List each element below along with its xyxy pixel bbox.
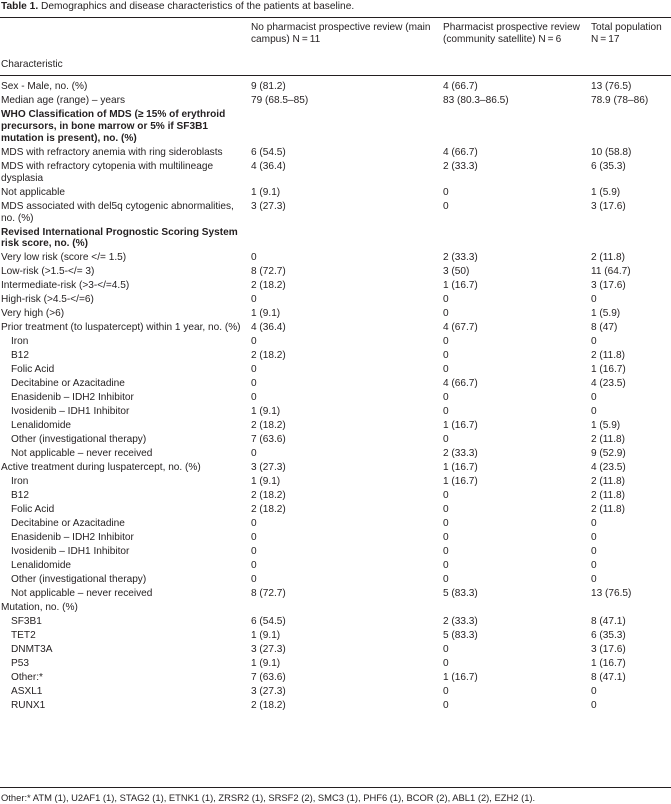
bottom-rule	[0, 787, 671, 788]
row-label: Other:*	[11, 672, 43, 684]
value-no-pharmacist: 1 (9.1)	[251, 186, 281, 198]
value-no-pharmacist: 0	[251, 252, 257, 264]
value-pharmacist: 1 (16.7)	[443, 462, 478, 474]
table-row	[0, 187, 671, 201]
value-pharmacist: 2 (33.3)	[443, 616, 478, 628]
row-label: Very low risk (score </= 1.5)	[1, 252, 127, 264]
value-no-pharmacist: 9 (81.2)	[251, 81, 286, 92]
value-pharmacist: 83 (80.3–86.5)	[443, 95, 509, 106]
row-label: P53	[11, 658, 29, 670]
top-rule	[0, 17, 671, 18]
header-no-pharmacist-review: No pharmacist prospective review (main campus) N = 11	[251, 22, 431, 46]
row-label: High-risk (>4.5-</=6)	[1, 294, 94, 306]
table-row	[0, 518, 671, 532]
value-total: 0	[591, 532, 597, 544]
row-label: Low-risk (>1.5-</= 3)	[1, 266, 95, 278]
table-row	[0, 280, 671, 294]
table-row	[0, 322, 671, 336]
table-row	[0, 560, 671, 574]
row-label: Lenalidomide	[11, 560, 72, 572]
table-row	[0, 336, 671, 350]
value-total: 2 (11.8)	[591, 490, 626, 502]
value-total: 3 (17.6)	[591, 200, 626, 212]
value-no-pharmacist: 2 (18.2)	[251, 350, 286, 362]
value-pharmacist: 0	[443, 546, 449, 558]
table-row	[0, 227, 671, 253]
value-no-pharmacist: 0	[251, 336, 257, 348]
value-total: 2 (11.8)	[591, 350, 626, 362]
row-label: WHO Classification of MDS (≥ 15% of erythroid precursors, in bone marrow or 5% if SF3B1 mutation is present), no. (%)	[1, 109, 226, 144]
row-label: Intermediate-risk (>3-</=4.5)	[1, 280, 130, 292]
table-row	[0, 658, 671, 672]
table-row	[0, 532, 671, 546]
row-label: Folic Acid	[11, 364, 55, 376]
value-total: 8 (47.1)	[591, 616, 626, 628]
table-row	[0, 546, 671, 560]
value-total: 0	[591, 406, 597, 418]
value-pharmacist: 0	[443, 700, 449, 712]
table-row	[0, 378, 671, 392]
value-no-pharmacist: 0	[251, 574, 257, 586]
value-total: 4 (23.5)	[591, 378, 626, 390]
row-label: Very high (>6)	[1, 308, 65, 320]
row-label: Enasidenib – IDH2 Inhibitor	[11, 392, 134, 404]
value-pharmacist: 0	[443, 504, 449, 516]
row-label: Decitabine or Azacitadine	[11, 518, 125, 530]
value-total: 4 (23.5)	[591, 462, 626, 474]
value-no-pharmacist: 2 (18.2)	[251, 420, 286, 432]
value-no-pharmacist: 4 (36.4)	[251, 160, 286, 172]
value-pharmacist: 0	[443, 658, 449, 670]
value-total: 0	[591, 560, 597, 572]
value-total: 2 (11.8)	[591, 504, 626, 516]
value-no-pharmacist: 3 (27.3)	[251, 644, 286, 656]
value-no-pharmacist: 6 (54.5)	[251, 146, 286, 158]
value-no-pharmacist: 0	[251, 364, 257, 376]
value-total: 0	[591, 392, 597, 404]
table-row	[0, 700, 671, 714]
value-total: 3 (17.6)	[591, 280, 626, 292]
value-pharmacist: 0	[443, 336, 449, 348]
row-label: Other (investigational therapy)	[11, 574, 147, 586]
value-pharmacist: 3 (50)	[443, 266, 470, 278]
value-no-pharmacist: 0	[251, 294, 257, 306]
value-no-pharmacist: 2 (18.2)	[251, 700, 286, 712]
table-row	[0, 462, 671, 476]
table-row	[0, 308, 671, 322]
table-row	[0, 630, 671, 644]
value-total: 10 (58.8)	[591, 146, 632, 158]
value-total: 0	[591, 336, 597, 348]
table-row	[0, 448, 671, 462]
table-row	[0, 574, 671, 588]
row-label: Not applicable	[1, 186, 65, 198]
row-label: Iron	[11, 476, 29, 488]
row-label: RUNX1	[11, 700, 46, 712]
table-row	[0, 147, 671, 161]
table-body	[0, 81, 671, 714]
table-row	[0, 109, 671, 147]
value-total: 2 (11.8)	[591, 252, 626, 264]
value-total: 9 (52.9)	[591, 448, 626, 460]
value-no-pharmacist: 3 (27.3)	[251, 686, 286, 698]
table-title: Demographics and disease characteristics of the patients at baseline.	[41, 1, 355, 12]
row-label: Ivosidenib – IDH1 Inhibitor	[11, 406, 130, 418]
row-label: ASXL1	[11, 686, 43, 698]
value-pharmacist: 0	[443, 490, 449, 502]
row-label: Iron	[11, 336, 29, 348]
value-no-pharmacist: 1 (9.1)	[251, 476, 281, 488]
row-label: Sex - Male, no. (%)	[1, 81, 88, 92]
value-pharmacist: 5 (83.3)	[443, 630, 478, 642]
value-no-pharmacist: 0	[251, 392, 257, 404]
table-row	[0, 434, 671, 448]
value-no-pharmacist: 2 (18.2)	[251, 504, 286, 516]
table-row	[0, 476, 671, 490]
row-label: Enasidenib – IDH2 Inhibitor	[11, 532, 134, 544]
value-pharmacist: 0	[443, 200, 449, 212]
value-pharmacist: 1 (16.7)	[443, 420, 478, 432]
value-pharmacist: 0	[443, 434, 449, 446]
row-label: MDS associated with del5q cytogenic abnormalities, no. (%)	[1, 200, 234, 224]
table-row	[0, 161, 671, 187]
table-row	[0, 252, 671, 266]
table-row	[0, 364, 671, 378]
value-total: 1 (5.9)	[591, 420, 621, 432]
row-label: MDS with refractory cytopenia with multilineage dysplasia	[1, 160, 214, 184]
value-no-pharmacist: 0	[251, 560, 257, 572]
value-pharmacist: 4 (66.7)	[443, 81, 478, 92]
value-pharmacist: 0	[443, 644, 449, 656]
row-label: B12	[11, 490, 29, 502]
table-row	[0, 616, 671, 630]
table-row	[0, 644, 671, 658]
value-total: 1 (16.7)	[591, 658, 626, 670]
value-no-pharmacist: 0	[251, 378, 257, 390]
value-pharmacist: 0	[443, 518, 449, 530]
value-pharmacist: 0	[443, 350, 449, 362]
table-row	[0, 266, 671, 280]
table-row	[0, 504, 671, 518]
value-no-pharmacist: 0	[251, 518, 257, 530]
value-pharmacist: 0	[443, 560, 449, 572]
value-no-pharmacist: 3 (27.3)	[251, 462, 286, 474]
row-label: Prior treatment (to luspatercept) within 1 year, no. (%)	[1, 322, 241, 334]
value-no-pharmacist: 7 (63.6)	[251, 672, 286, 684]
value-total: 13 (76.5)	[591, 588, 632, 600]
table-row	[0, 686, 671, 700]
value-pharmacist: 4 (66.7)	[443, 378, 478, 390]
table-caption	[1, 1, 354, 13]
header-rule	[0, 75, 671, 76]
value-pharmacist: 4 (67.7)	[443, 322, 478, 334]
value-total: 0	[591, 294, 597, 306]
row-label: Decitabine or Azacitadine	[11, 378, 125, 390]
value-pharmacist: 5 (83.3)	[443, 588, 478, 600]
value-pharmacist: 0	[443, 392, 449, 404]
row-label: Active treatment during luspatercept, no. (%)	[1, 462, 201, 474]
table-footnote: Other:* ATM (1), U2AF1 (1), STAG2 (1), ETNK1 (1), ZRSR2 (1), SRSF2 (2), SMC3 (1), PHF6 (1), BCOR (2), ABL1 (2), EZH2 (1).	[1, 792, 536, 803]
value-no-pharmacist: 1 (9.1)	[251, 630, 281, 642]
table-row	[0, 588, 671, 602]
value-pharmacist: 1 (16.7)	[443, 280, 478, 292]
value-total: 2 (11.8)	[591, 476, 626, 488]
value-total: 8 (47.1)	[591, 672, 626, 684]
value-pharmacist: 1 (16.7)	[443, 476, 478, 488]
value-no-pharmacist: 6 (54.5)	[251, 616, 286, 628]
row-label: Revised International Prognostic Scoring System risk score, no. (%)	[1, 226, 238, 250]
value-pharmacist: 2 (33.3)	[443, 448, 478, 460]
row-label: SF3B1	[11, 616, 42, 628]
value-no-pharmacist: 2 (18.2)	[251, 280, 286, 292]
row-label: Other (investigational therapy)	[11, 434, 147, 446]
value-pharmacist: 0	[443, 686, 449, 698]
value-no-pharmacist: 1 (9.1)	[251, 308, 281, 320]
value-no-pharmacist: 8 (72.7)	[251, 588, 286, 600]
value-pharmacist: 0	[443, 308, 449, 320]
header-total-population: Total population N = 17	[591, 22, 662, 46]
value-pharmacist: 0	[443, 294, 449, 306]
table-row	[0, 672, 671, 686]
value-total: 11 (64.7)	[591, 266, 631, 278]
value-pharmacist: 0	[443, 186, 449, 198]
row-label: Mutation, no. (%)	[1, 602, 78, 614]
value-no-pharmacist: 4 (36.4)	[251, 322, 286, 334]
row-label: Ivosidenib – IDH1 Inhibitor	[11, 546, 130, 558]
value-total: 1 (16.7)	[591, 364, 626, 376]
value-no-pharmacist: 1 (9.1)	[251, 658, 281, 670]
value-no-pharmacist: 0	[251, 546, 257, 558]
value-total: 0	[591, 686, 597, 698]
value-no-pharmacist: 2 (18.2)	[251, 490, 286, 502]
table-row	[0, 420, 671, 434]
table-row	[0, 392, 671, 406]
value-total: 0	[591, 546, 597, 558]
value-total: 1 (5.9)	[591, 186, 621, 198]
value-no-pharmacist: 79 (68.5–85)	[251, 95, 309, 106]
value-no-pharmacist: 0	[251, 448, 257, 460]
value-pharmacist: 0	[443, 364, 449, 376]
value-total: 0	[591, 518, 597, 530]
table-number: Table 1.	[1, 1, 39, 12]
row-label: Folic Acid	[11, 504, 55, 516]
table-row	[0, 406, 671, 420]
table-row	[0, 490, 671, 504]
value-total: 13 (76.5)	[591, 81, 632, 92]
table-row	[0, 294, 671, 308]
value-total: 8 (47)	[591, 322, 618, 334]
row-label: TET2	[11, 630, 36, 642]
row-label: Not applicable – never received	[11, 448, 153, 460]
value-total: 78.9 (78–86)	[591, 95, 649, 106]
table-row	[0, 81, 671, 95]
value-pharmacist: 2 (33.3)	[443, 160, 478, 172]
value-pharmacist: 2 (33.3)	[443, 252, 478, 264]
value-total: 1 (5.9)	[591, 308, 621, 320]
row-label: Lenalidomide	[11, 420, 72, 432]
table-row	[0, 95, 671, 109]
value-no-pharmacist: 0	[251, 532, 257, 544]
value-no-pharmacist: 1 (9.1)	[251, 406, 281, 418]
value-no-pharmacist: 3 (27.3)	[251, 200, 286, 212]
value-total: 6 (35.3)	[591, 630, 626, 642]
value-pharmacist: 0	[443, 532, 449, 544]
header-characteristic: Characteristic	[1, 59, 63, 70]
header-pharmacist-review: Pharmacist prospective review (community satellite) N = 6	[443, 22, 580, 46]
row-label: B12	[11, 350, 29, 362]
table-row	[0, 602, 671, 616]
value-pharmacist: 1 (16.7)	[443, 672, 478, 684]
value-no-pharmacist: 8 (72.7)	[251, 266, 286, 278]
value-pharmacist: 0	[443, 574, 449, 586]
value-total: 0	[591, 574, 597, 586]
table-row	[0, 201, 671, 227]
value-pharmacist: 4 (66.7)	[443, 146, 478, 158]
value-no-pharmacist: 7 (63.6)	[251, 434, 286, 446]
row-label: Median age (range) – years	[1, 95, 125, 106]
value-pharmacist: 0	[443, 406, 449, 418]
table-row	[0, 350, 671, 364]
value-total: 0	[591, 700, 597, 712]
value-total: 6 (35.3)	[591, 160, 626, 172]
row-label: Not applicable – never received	[11, 588, 153, 600]
value-total: 2 (11.8)	[591, 434, 626, 446]
row-label: MDS with refractory anemia with ring sideroblasts	[1, 146, 223, 158]
value-total: 3 (17.6)	[591, 644, 626, 656]
row-label: DNMT3A	[11, 644, 53, 656]
